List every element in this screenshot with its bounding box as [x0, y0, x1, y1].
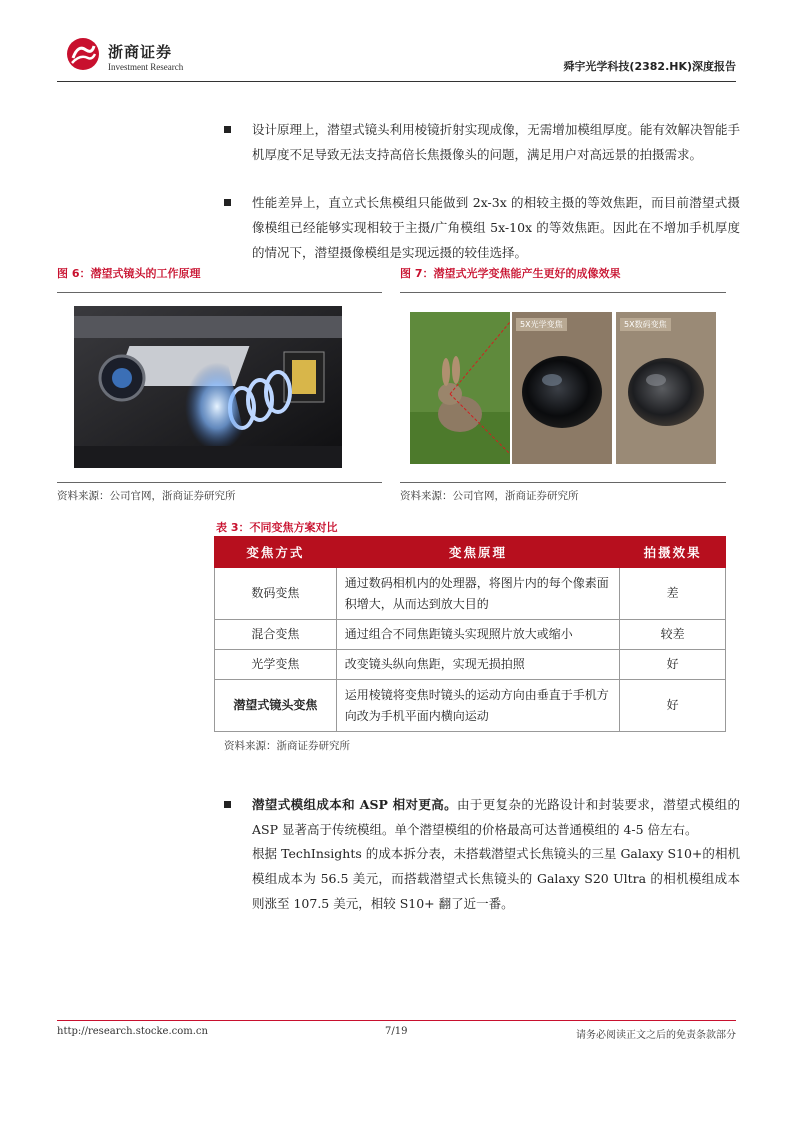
figure7-caption: 图 7：潜望式光学变焦能产生更好的成像效果: [400, 267, 621, 280]
brand-name-en: Investment Research: [108, 62, 184, 72]
bullet-cost: [224, 792, 740, 842]
table3-caption: 表 3：不同变焦方案对比: [216, 521, 338, 534]
cell-effect: 较差: [620, 620, 726, 650]
figure6-rule: [57, 292, 382, 293]
bullet-text: 性能差异上，直立式长焦模组只能做到 2x-3x 的相较主摄的等效焦距，而目前潜望式摄像模组已经能够实现相较于主摄/广角模组 5x-10x 的等效焦距。因此在不增加手机厚度的情况下，潜望摄像模组是实现远摄的较佳选择。: [252, 195, 740, 260]
brand-name-cn: 浙商证券: [108, 43, 173, 61]
cell-principle: 通过数码相机内的处理器，将图片内的每个像素面积增大，从而达到放大目的: [336, 568, 619, 620]
table-row: [215, 680, 726, 732]
bullet-cost-text: [252, 792, 740, 842]
figure6-periscope-image: [74, 306, 342, 468]
paragraph-cost: [224, 841, 740, 916]
cell-method: 混合变焦: [215, 620, 337, 650]
report-title: 舜宇光学科技(2382.HK)深度报告: [563, 60, 736, 73]
cell-effect: 好: [620, 650, 726, 680]
footer-divider: [57, 1020, 736, 1021]
bullet-square-icon: [224, 199, 231, 206]
paragraph-cost-text: 根据 TechInsights 的成本拆分表，未搭载潜望式长焦镜头的三星 Galaxy S10+的相机模组成本为 56.5 美元，而搭载潜望式长焦镜头的 Galaxy S20 Ultra 的相机模组成本则涨至 107.5 美元，相较 S10+ 翻了近一番。: [252, 846, 740, 911]
figure6-bottom-rule: [57, 482, 382, 483]
header-method: 变焦方式: [215, 537, 337, 568]
cell-method: 光学变焦: [215, 650, 337, 680]
bullet-square-icon: [224, 801, 231, 808]
label-optical-zoom: 5X光学变焦: [516, 318, 567, 331]
table-header-row: [215, 537, 726, 568]
cell-effect: 差: [620, 568, 726, 620]
cell-effect: 好: [620, 680, 726, 732]
figure7-rabbit-image: [410, 312, 716, 464]
table3-source: 资料来源：浙商证券研究所: [224, 740, 350, 752]
bullet-performance: [224, 190, 740, 265]
cell-method: 数码变焦: [215, 568, 337, 620]
figure7-source: 资料来源：公司官网，浙商证券研究所: [400, 490, 579, 502]
figure6-source: 资料来源：公司官网，浙商证券研究所: [57, 490, 236, 502]
header-divider: [57, 81, 736, 82]
footer-url-link[interactable]: http://research.stocke.com.cn: [57, 1026, 208, 1037]
footer-page-number: 7/19: [385, 1026, 408, 1037]
figure7-bottom-rule: [400, 482, 726, 483]
cell-method: 潜望式镜头变焦: [215, 680, 337, 732]
label-digital-zoom: 5X数码变焦: [620, 318, 671, 331]
table-row: [215, 650, 726, 680]
figure6-caption: 图 6：潜望式镜头的工作原理: [57, 267, 201, 280]
figure7-rule: [400, 292, 726, 293]
bullet-text: 设计原理上，潜望式镜头利用棱镜折射实现成像，无需增加模组厚度。能有效解决智能手机厚度不足导致无法支持高倍长焦摄像头的问题，满足用户对高远景的拍摄需求。: [252, 122, 740, 162]
bullet-square-icon: [224, 126, 231, 133]
cell-principle: 通过组合不同焦距镜头实现照片放大或缩小: [336, 620, 619, 650]
brand-logo-icon: [64, 36, 102, 72]
cell-principle: 改变镜头纵向焦距，实现无损拍照: [336, 650, 619, 680]
table-row: [215, 568, 726, 620]
bullet-cost-bold: 潜望式模组成本和 ASP 相对更高。: [252, 797, 458, 812]
header-principle: 变焦原理: [336, 537, 619, 568]
cell-principle: 运用棱镜将变焦时镜头的运动方向由垂直于手机方向改为手机平面内横向运动: [336, 680, 619, 732]
footer-disclaimer: 请务必阅读正文之后的免责条款部分: [576, 1030, 736, 1041]
zoom-comparison-table: [214, 536, 726, 732]
header-effect: 拍摄效果: [620, 537, 726, 568]
bullet-cost-body: 由于更复杂的光路设计和封装要求，潜望式模组的 ASP 显著高于传统模组。单个潜望模组的价格最高可达普通模组的 4-5 倍左右。: [252, 797, 740, 837]
bullet-design-principle: [224, 117, 740, 167]
table-row: [215, 620, 726, 650]
